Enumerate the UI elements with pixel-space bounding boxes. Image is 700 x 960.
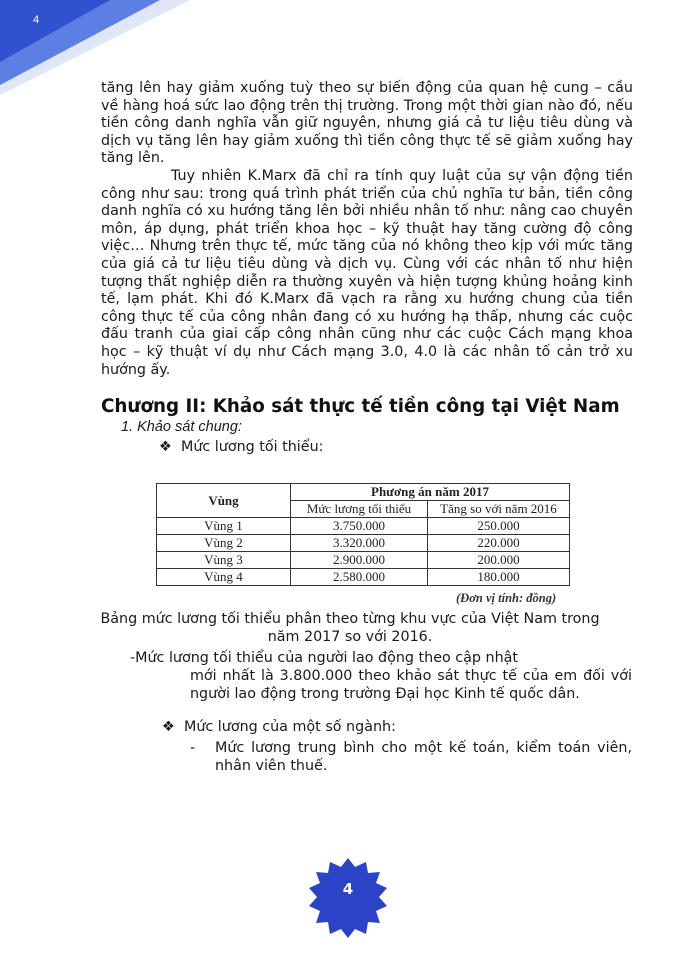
cell-region: Vùng 4	[157, 569, 291, 586]
dash-marker: -	[190, 740, 196, 756]
unit-note: (Đơn vị tính: đồng)	[456, 591, 557, 605]
cell-increase: 180.000	[428, 569, 570, 586]
document-body	[101, 80, 633, 456]
cell-min: 3.320.000	[291, 535, 428, 552]
cell-increase: 200.000	[428, 552, 570, 569]
bullet-industry-wage-text: Mức lương của một số ngành:	[184, 719, 396, 735]
table-caption: Bảng mức lương tối thiểu phân theo từng khu vực của Việt Nam trong năm 2017 so với 2016.	[100, 611, 600, 645]
paragraph-1: tăng lên hay giảm xuống tuỳ theo sự biến động của quan hệ cung – cầu về hàng hoá sức lao động trên thị trường. Trong một thời gian nào đó, nếu tiền công danh nghĩa vẫn giữ nguyên, nhưng giá cả tư liệu tiêu dùng và dịch vụ tăng lên hay giảm xuống thì tiền công thực tế sẽ giảm xuống hay tăng lên.	[101, 80, 633, 167]
bullet-minimum-wage-text: Mức lương tối thiểu:	[181, 438, 324, 455]
cell-region: Vùng 2	[157, 535, 291, 552]
cell-increase: 220.000	[428, 535, 570, 552]
group-header: Phương án năm 2017	[291, 484, 570, 501]
table-row	[157, 552, 570, 569]
chapter-heading: Chương II: Khảo sát thực tế tiền công tại Việt Nam	[101, 396, 620, 418]
cell-min: 2.580.000	[291, 569, 428, 586]
cell-increase: 250.000	[428, 518, 570, 535]
diamond-bullet-icon: ❖	[162, 719, 175, 735]
dash-item-2	[190, 739, 632, 775]
cell-min: 2.900.000	[291, 552, 428, 569]
dash-item-2-text: Mức lương trung bình cho một kế toán, kiểm toán viên, nhân viên thuế.	[215, 740, 632, 774]
diamond-bullet-icon: ❖	[159, 438, 172, 455]
paragraph-2: Tuy nhiên K.Marx đã chỉ ra tính quy luật của sự vận động tiền công như sau: trong quá trình phát triển của chủ nghĩa tư bản, tiền công danh nghĩa có xu hướng tăng lên bởi nhiều nhân tố như: nâng cao chuyên môn, áp dụng, phát triển khoa học – kỹ thuật hay tăng cường độ công việc… Nhưng trên thực tế, mức tăng của nó không theo kịp với mức tăng của giá cả tư liệu tiêu dùng và dịch vụ. Cùng với các nhân tố như hiện tượng thất nghiệp diễn ra thường xuyên và hiện tượng khủng hoảng kinh tế, lạm phát. Khi đó K.Marx đã vạch ra rằng xu hướng chung của tiền công thực tế của công nhân đang có xu hướng hạ thấp, nhưng các cuộc đấu tranh của giai cấp công nhân cũng như các cuộc Cách mạng khoa học – kỹ thuật ví dụ như Cách mạng 3.0, 4.0 là các nhân tố cản trở xu hướng ấy.	[101, 167, 633, 378]
bullet-industry-wage	[162, 719, 396, 735]
table-row	[157, 518, 570, 535]
section-subheading: 1. Khảo sát chung:	[121, 419, 242, 436]
col-increase-header: Tăng so với năm 2016	[428, 501, 570, 518]
table-row	[157, 569, 570, 586]
table-header-row	[157, 484, 570, 501]
col-region-header: Vùng	[157, 484, 291, 518]
cell-region: Vùng 3	[157, 552, 291, 569]
cell-region: Vùng 1	[157, 518, 291, 535]
dash-item-1-continuation: mới nhất là 3.800.000 theo khảo sát thực tế của em đối với người lao động trong trường Đại học Kinh tế quốc dân.	[190, 668, 632, 702]
header-page-number: 4	[33, 14, 40, 26]
cell-min: 3.750.000	[291, 518, 428, 535]
col-min-header: Mức lương tối thiểu	[291, 501, 428, 518]
dash-item-1-first-line: -Mức lương tối thiểu của người lao động theo cập nhật	[130, 650, 519, 666]
minimum-wage-table	[156, 483, 570, 586]
page-number-badge	[308, 858, 388, 938]
table-row	[157, 535, 570, 552]
bullet-minimum-wage	[159, 439, 633, 457]
footer-page-number: 4	[342, 880, 354, 898]
